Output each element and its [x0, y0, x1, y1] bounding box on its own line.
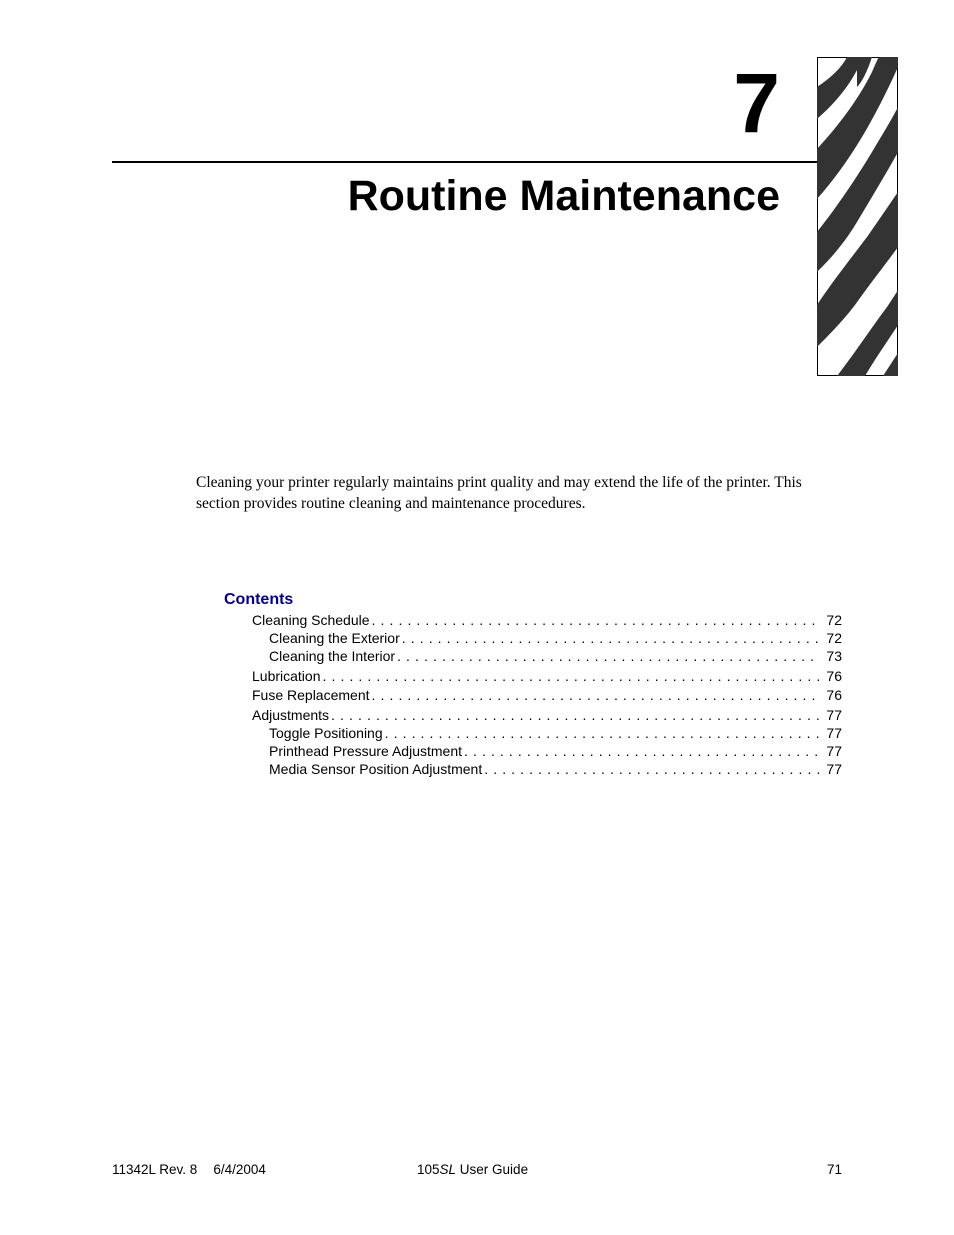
toc-entry-page: 72 — [826, 630, 842, 646]
toc-leader-dots — [331, 706, 820, 724]
toc-leader-dots — [323, 667, 821, 685]
footer-guide-title — [417, 1161, 528, 1179]
toc-entry-page: 77 — [826, 725, 842, 741]
toc-entry-label: Cleaning the Interior — [269, 648, 396, 664]
toc-entry[interactable] — [269, 742, 842, 760]
footer-guide-suffix: User Guide — [456, 1162, 529, 1177]
footer-date: 6/4/2004 — [213, 1162, 266, 1177]
toc-entry[interactable] — [269, 724, 842, 742]
toc-entry[interactable] — [269, 647, 842, 665]
toc-entry[interactable] — [252, 706, 842, 724]
toc-leader-dots — [484, 760, 820, 778]
toc-leader-dots — [402, 629, 820, 647]
toc-leader-dots — [464, 742, 820, 760]
toc-entry-label: Printhead Pressure Adjustment — [269, 743, 462, 759]
toc-entry[interactable] — [252, 686, 842, 704]
footer-doc-id: 11342L Rev. 8 — [112, 1162, 198, 1177]
toc-entry-label: Cleaning Schedule — [252, 612, 370, 628]
toc-entry-page: 77 — [826, 743, 842, 759]
toc-entry-page: 77 — [826, 707, 842, 723]
toc-entry[interactable] — [252, 611, 842, 629]
toc-entry[interactable] — [252, 667, 842, 685]
toc-entry-page: 77 — [826, 761, 842, 777]
chapter-title: Routine Maintenance — [347, 172, 780, 220]
contents-heading: Contents — [224, 591, 294, 608]
toc-leader-dots — [372, 611, 820, 629]
toc-entry-page: 73 — [826, 648, 842, 664]
toc-entry-label: Adjustments — [252, 707, 330, 723]
toc-leader-dots — [385, 724, 820, 742]
toc-entry-label: Toggle Positioning — [269, 725, 383, 741]
toc-entry-page: 72 — [826, 612, 842, 628]
intro-paragraph: Cleaning your printer regularly maintains print quality and may extend the life of the printer. This section provides routine cleaning and maintenance procedures. — [196, 474, 802, 512]
toc-entry[interactable] — [269, 760, 842, 778]
toc-entry-label: Cleaning the Exterior — [269, 630, 400, 646]
toc-entry-page: 76 — [826, 687, 842, 703]
chapter-number: 7 — [733, 56, 780, 150]
footer-guide-prefix: 105 — [417, 1162, 440, 1177]
title-rule — [112, 161, 817, 163]
toc-entry-label: Lubrication — [252, 668, 321, 684]
footer-page-number: 71 — [826, 1162, 842, 1177]
footer-guide-model: SL — [439, 1162, 457, 1177]
toc-entry[interactable] — [269, 629, 842, 647]
toc-entry-page: 76 — [826, 668, 842, 684]
zebra-stripe-tab-graphic — [817, 57, 898, 376]
toc-entry-label: Media Sensor Position Adjustment — [269, 761, 483, 777]
toc-entry-label: Fuse Replacement — [252, 687, 370, 703]
toc-leader-dots — [372, 686, 820, 704]
footer-doc-info — [112, 1161, 266, 1179]
toc-leader-dots — [397, 647, 820, 665]
